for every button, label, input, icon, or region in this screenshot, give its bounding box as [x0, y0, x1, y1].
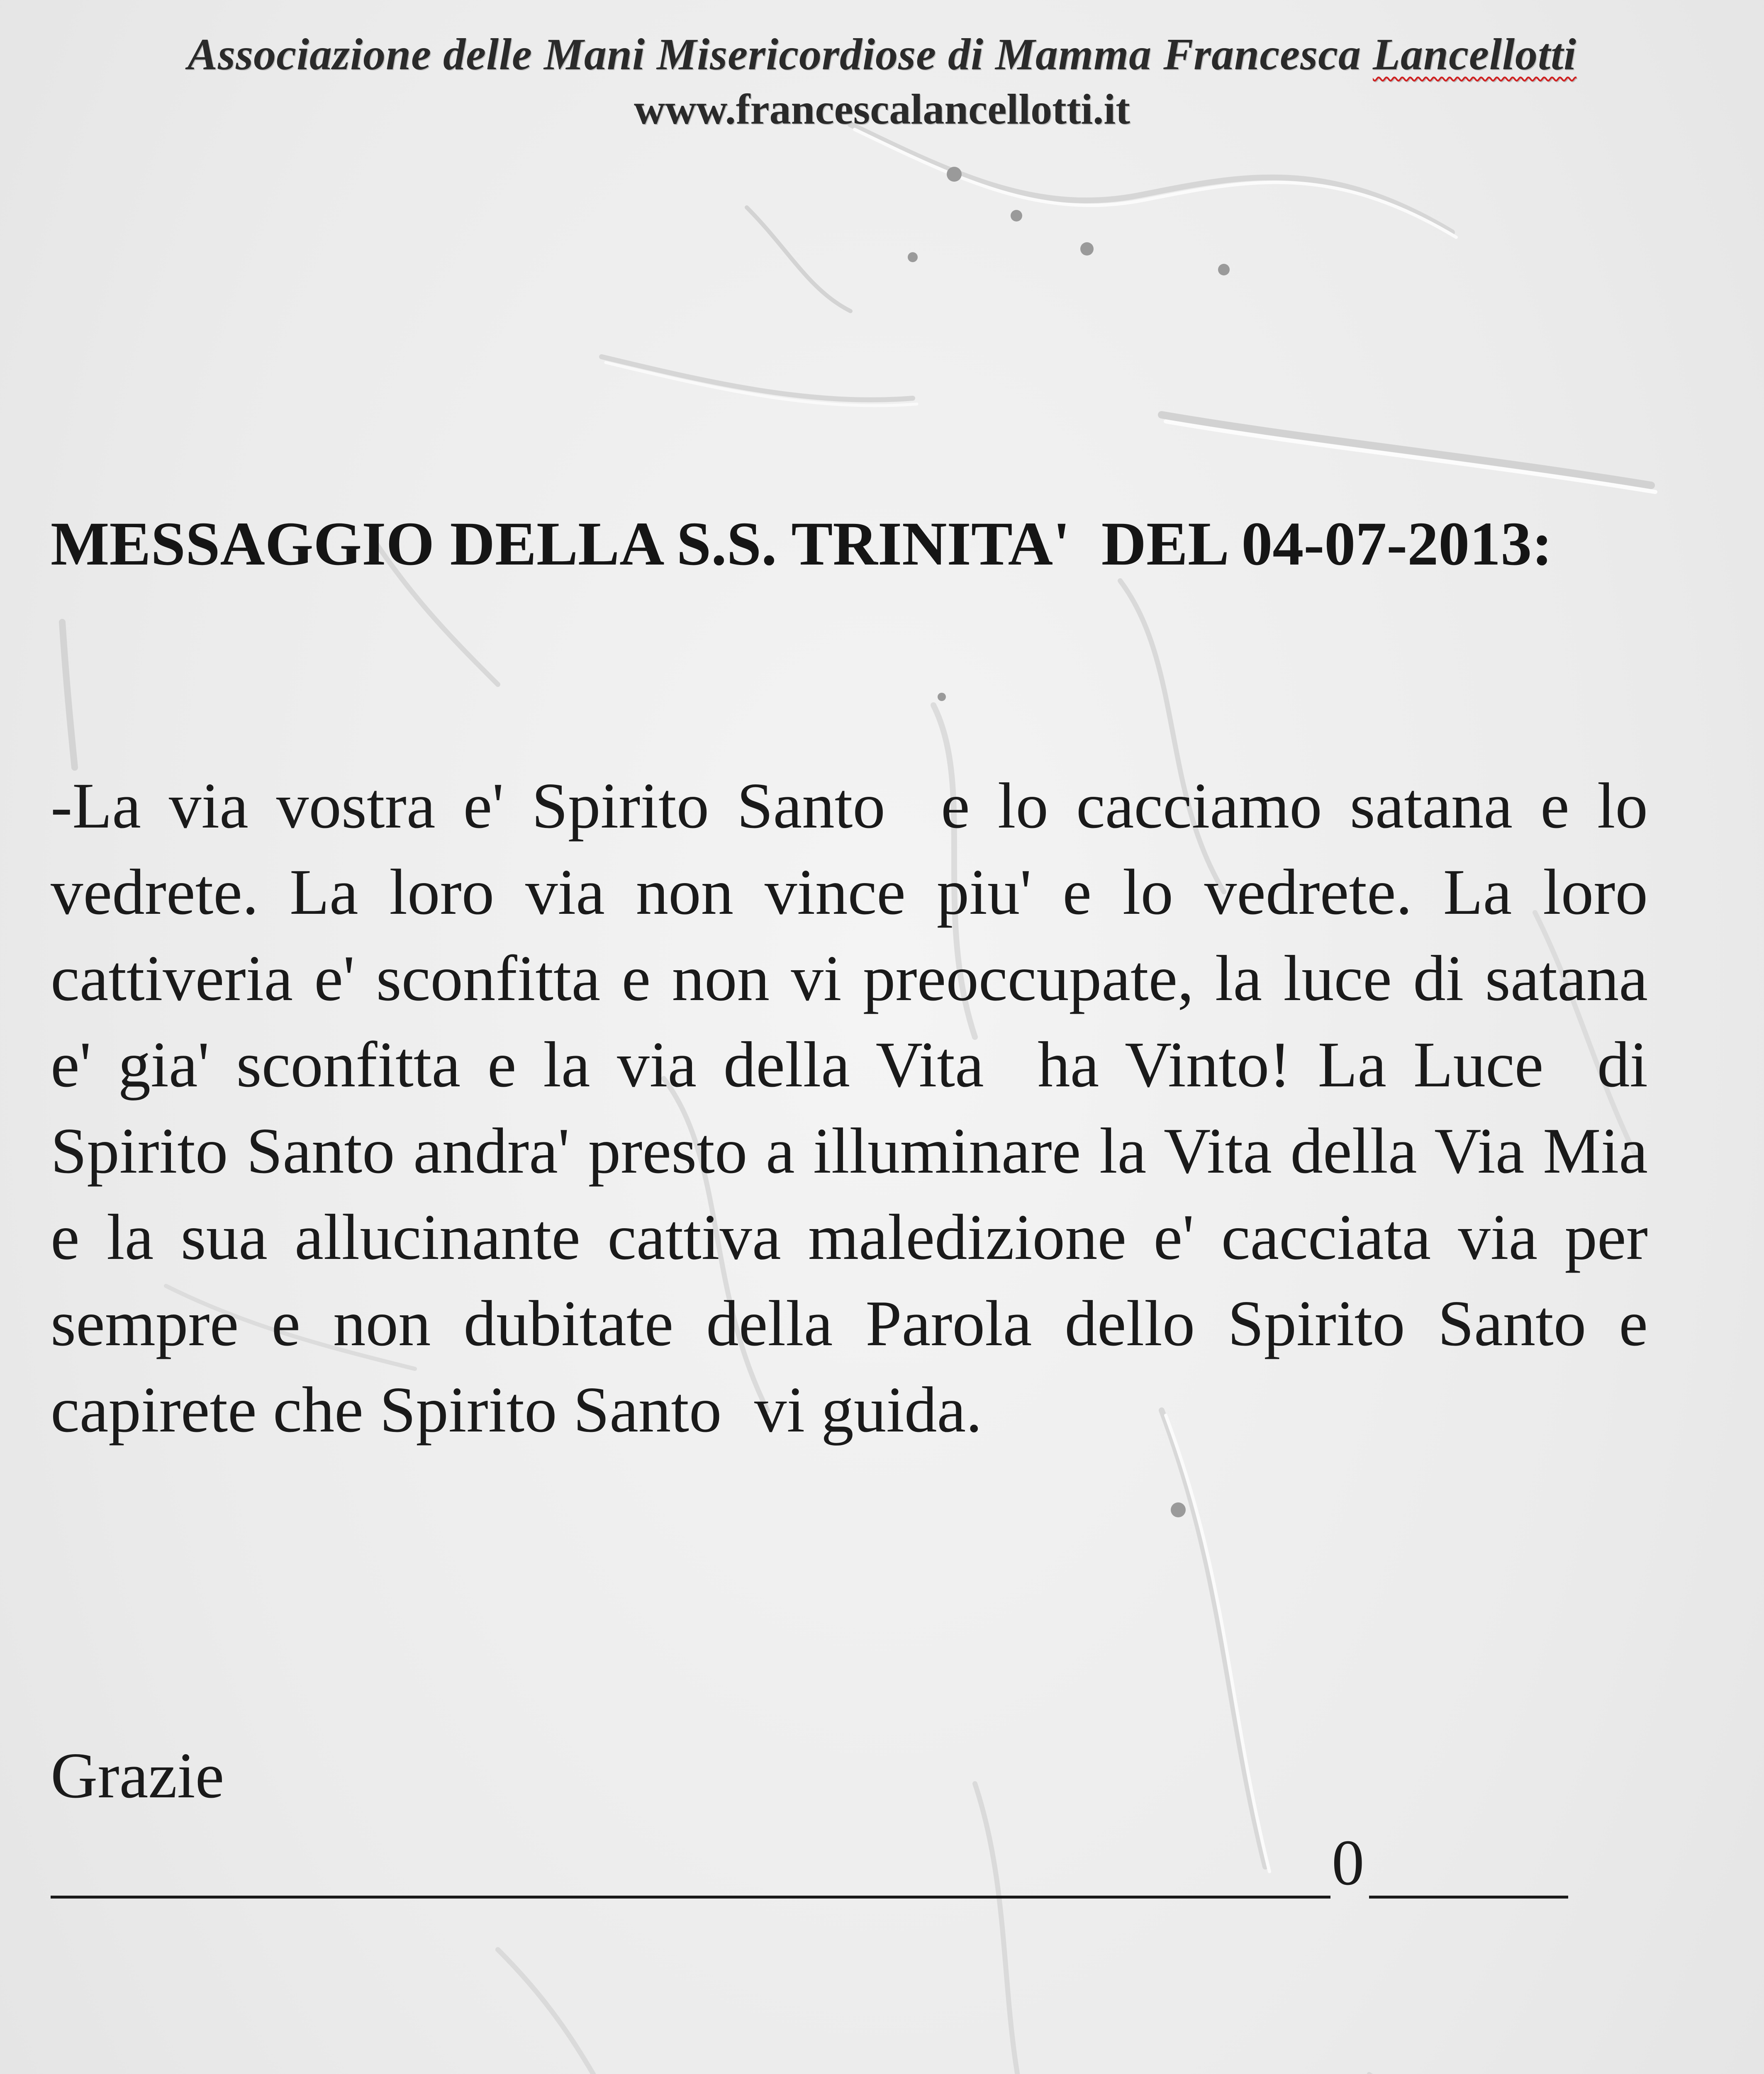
- closing-text: Grazie: [51, 1739, 224, 1811]
- letterhead: [0, 29, 1764, 134]
- header-website: www.francescalancellotti.it: [634, 85, 1130, 133]
- signature-line: [51, 1896, 1330, 1899]
- association-name-main: Associazione delle Mani Misericordiose di Mamma Francesca: [188, 30, 1373, 79]
- message-title: MESSAGGIO DELLA S.S. TRINITA' DEL 04-07-2013:: [51, 509, 1553, 578]
- signature-line-end: [1369, 1896, 1568, 1899]
- message-body: -La via vostra e' Spirito Santo e lo cacciamo satana e lo vedrete. La loro via non vince piu' e lo vedrete. La loro cattiveria e' sconfitta e non vi preoccupate, la luce di satana e' gia' sconfitta e la via della Vita ha Vinto! La Luce di Spirito Santo andra' presto a illuminare la Vita della Via Mia e la sua allucinante cattiva maledizione e' cacciata via per sempre e non dubitate della Parola dello Spirito Santo e capirete che Spirito Santo vi guida.: [51, 769, 1664, 1446]
- association-surname: Lancellotti: [1373, 30, 1576, 79]
- association-name: [0, 29, 1764, 80]
- signature-mark: 0: [1332, 1826, 1364, 1899]
